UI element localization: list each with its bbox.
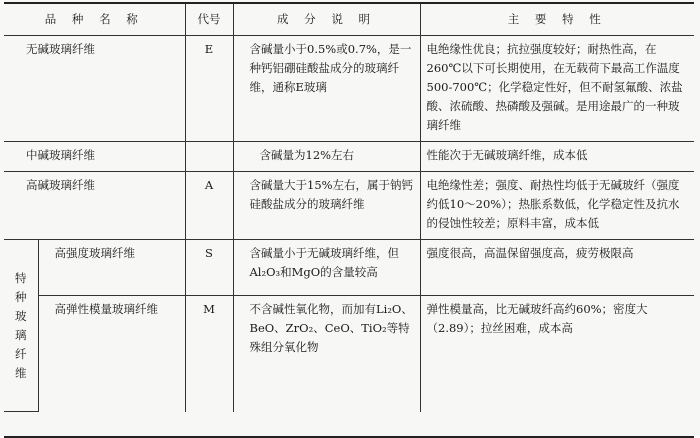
row-properties: 强度很高，高温保留强度高，疲劳极限高 [420,240,694,296]
row-code: M [185,296,233,412]
row-code [185,142,233,172]
row-composition: 含碱量小于0.5%或0.7%，是一种钙铝硼硅酸盐成分的玻璃纤维，通称E玻璃 [233,36,420,142]
header-code: 代号 [185,4,233,36]
row-name: 中碱玻璃纤维 [4,142,185,172]
header-name: 品 种 名 称 [4,4,185,36]
header-properties: 主 要 特 性 [420,4,694,36]
table-row [4,142,694,172]
row-composition: 含碱量小于无碱玻璃纤维，但Al₂O₃和MgO的含量较高 [233,240,420,296]
row-code: E [185,36,233,142]
row-properties: 弹性模量高，比无碱玻纤高约60%；密度大（2.89）；拉丝困难，成本高 [420,296,694,412]
row-composition: 含碱量为12%左右 [233,142,420,172]
row-name: 无碱玻璃纤维 [4,36,185,142]
row-properties: 电绝缘性优良；抗拉强度较好；耐热性高，在260℃以下可长期使用，在无载荷下最高工作温度500-700℃；化学稳定性好，但不耐氢氟酸、浓盐酸、浓硫酸、热磷酸及强碱。是用途最广的一种玻璃纤维 [420,36,694,142]
header-composition: 成 分 说 明 [233,4,420,36]
table-row [4,240,694,296]
row-properties: 性能次于无碱玻璃纤维，成本低 [420,142,694,172]
row-name: 高弹性模量玻璃纤维 [38,296,185,412]
table-row [4,172,694,240]
table-frame [4,2,694,438]
row-composition: 不含碱性氧化物，而加有Li₂O、BeO、ZrO₂、CeO、TiO₂等特殊组分氧化物 [233,296,420,412]
table-header-row [4,4,694,36]
special-group-label: 特 种 玻 璃 纤 维 [4,240,38,412]
row-properties: 电绝缘性差；强度、耐热性均低于无碱玻纤（强度约低10～20%）；热胀系数低，化学稳定性及抗水的侵蚀性较差；原料丰富，成本低 [420,172,694,240]
table-row [4,36,694,142]
row-name: 高碱玻璃纤维 [4,172,185,240]
row-code: A [185,172,233,240]
table-row [4,296,694,412]
glass-fiber-table [4,4,694,412]
row-composition: 含碱量大于15%左右，属于钠钙硅酸盐成分的玻璃纤维 [233,172,420,240]
row-code: S [185,240,233,296]
row-name: 高强度玻璃纤维 [38,240,185,296]
